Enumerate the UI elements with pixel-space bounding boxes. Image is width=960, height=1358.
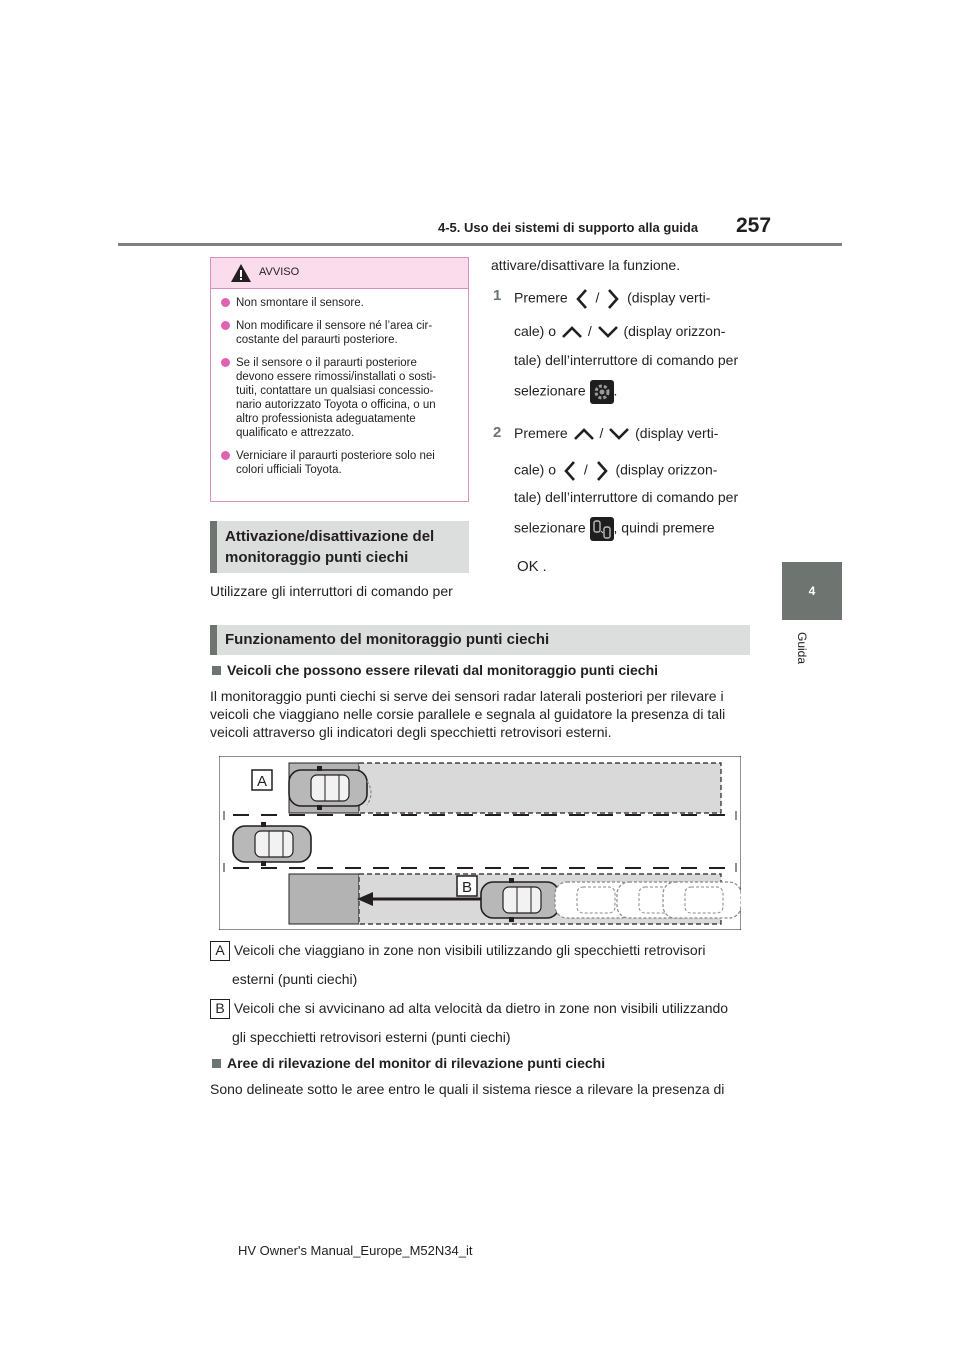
- legend-b-line1: B Veicoli che si avvicinano ad alta velocità da dietro in zone non visibili utilizzando: [210, 999, 728, 1019]
- chapter-label: Guida: [795, 632, 809, 665]
- page-number: 257: [736, 214, 772, 237]
- warning-triangle-icon: [230, 263, 252, 283]
- warning-item: Verniciare il paraurti posteriore solo nei colori ufficiali Toyota.: [221, 449, 458, 477]
- paragraph-line: Sono delineate sotto le aree entro le quali il sistema riesce a rilevare la presenza di: [210, 1081, 725, 1097]
- header-rule: [118, 243, 842, 246]
- warning-box: [210, 257, 469, 502]
- paragraph-line: veicoli attraverso gli indicatori degli specchietti retrovisori esterni.: [210, 724, 612, 740]
- chevron-up-icon: [560, 324, 584, 340]
- warning-title: AVVISO: [259, 266, 300, 278]
- square-bullet-icon: [212, 1059, 221, 1068]
- chevron-right-icon: [592, 459, 612, 483]
- step-number: 1: [493, 287, 502, 304]
- step2-line3: tale) dell’interruttore di comando per: [514, 489, 739, 505]
- bullet-dot-icon: [221, 451, 230, 460]
- activation-continuation: attivare/disattivare la funzione.: [491, 257, 681, 273]
- chapter-tab: 4: [782, 562, 842, 620]
- figure-label-b: B: [461, 879, 473, 896]
- legend-label-a: A: [210, 941, 230, 961]
- step1-line1: Premere / (display verti-: [514, 287, 710, 311]
- settings-gear-icon: [590, 380, 614, 404]
- ok-button-label: OK: [517, 558, 539, 575]
- activation-heading: Attivazione/disattivazione del monitoraggio punti ciechi: [210, 521, 469, 573]
- step1-line3: tale) dell’interruttore di comando per: [514, 352, 739, 368]
- legend-a-line2: esterni (punti ciechi): [232, 971, 358, 987]
- square-bullet-icon: [212, 666, 221, 675]
- warning-header: [211, 258, 468, 289]
- step2-line5: OK .: [517, 558, 547, 575]
- subheading-vehicles: Veicoli che possono essere rilevati dal monitoraggio punti ciechi: [212, 662, 658, 678]
- paragraph-line: veicoli che viaggiano nelle corsie parallele e segnala al guidatore la presenza di tali: [210, 706, 726, 722]
- warning-list: [211, 289, 468, 477]
- subheading-areas: Aree di rilevazione del monitor di rilevazione punti ciechi: [212, 1055, 605, 1071]
- chevron-up-icon: [572, 426, 596, 442]
- step1-line4: selezionare .: [514, 380, 617, 404]
- step2-line2: cale) o / (display orizzon-: [514, 459, 717, 483]
- warning-item: Non modificare il sensore né l’area cir- costante del paraurti posteriore.: [221, 319, 458, 347]
- step-number: 2: [493, 424, 502, 441]
- section-title: 4-5. Uso dei sistemi di supporto alla guida: [438, 220, 699, 235]
- legend-b-line2: gli specchietti retrovisori esterni (punti ciechi): [232, 1029, 511, 1045]
- figure-label-a: A: [256, 773, 268, 790]
- bullet-dot-icon: [221, 298, 230, 307]
- legend-label-b: B: [210, 999, 230, 1019]
- chevron-right-icon: [603, 287, 623, 311]
- bullet-dot-icon: [221, 358, 230, 367]
- warning-item: Se il sensore o il paraurti posteriore devono essere rimossi/installati o sosti- tuiti, contattare un qualsiasi concessio- nario autorizzato Toyota o officina, o un altro professionista adeguatamente qualificato e attrezzato.: [221, 356, 458, 440]
- chevron-left-icon: [560, 459, 580, 483]
- step2-line1: Premere / (display verti-: [514, 425, 719, 441]
- chevron-left-icon: [572, 287, 592, 311]
- chevron-down-icon: [607, 426, 631, 442]
- blind-spot-monitor-icon: [590, 517, 614, 541]
- chevron-down-icon: [596, 324, 620, 340]
- warning-item: Non smontare il sensore.: [221, 296, 458, 310]
- legend-a-line1: A Veicoli che viaggiano in zone non visibili utilizzando gli specchietti retrovisori: [210, 941, 705, 961]
- paragraph-line: Il monitoraggio punti ciechi si serve dei sensori radar laterali posteriori per rilevare i: [210, 688, 724, 704]
- footer-manual-id: HV Owner's Manual_Europe_M52N34_it: [238, 1243, 473, 1258]
- blind-spot-illustration: [219, 756, 741, 930]
- step1-line2: cale) o / (display orizzon-: [514, 323, 726, 339]
- activation-intro: Utilizzare gli interruttori di comando per: [210, 583, 453, 599]
- step2-line4: selezionare , quindi premere: [514, 517, 715, 541]
- bullet-dot-icon: [221, 321, 230, 330]
- function-heading: Funzionamento del monitoraggio punti ciechi: [210, 625, 750, 655]
